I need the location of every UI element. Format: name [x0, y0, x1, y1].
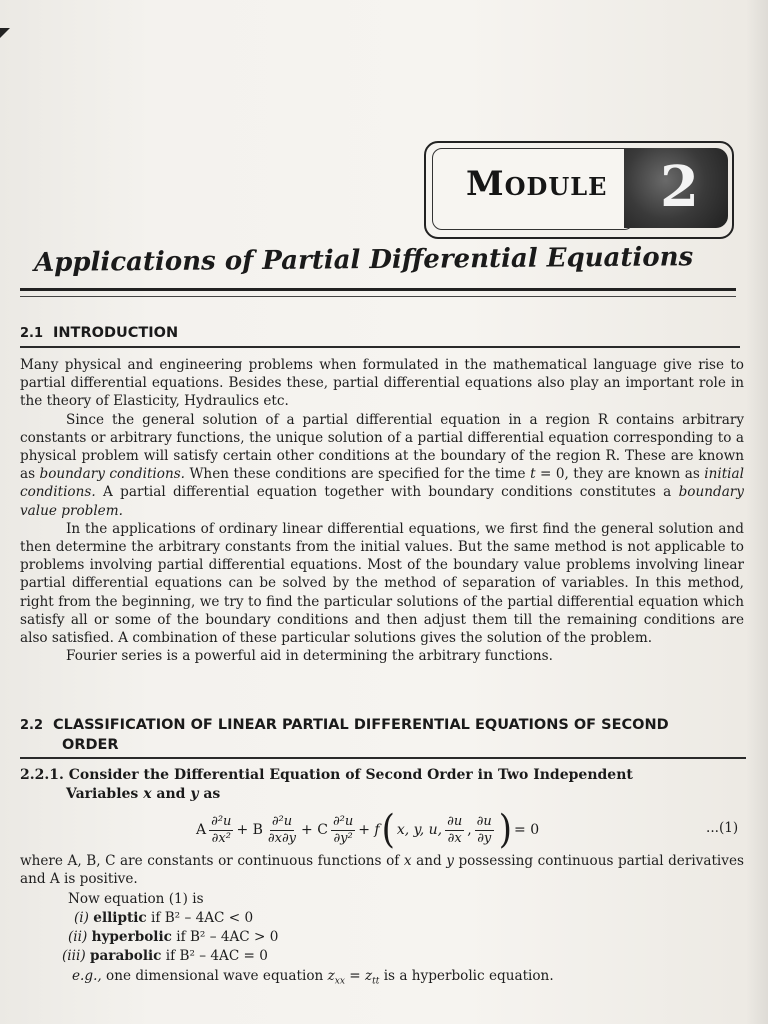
module-number: 2 — [660, 154, 699, 220]
term-initial-conditions: initial conditions. — [20, 466, 744, 501]
module-label: Module — [466, 164, 608, 204]
section-title-line-1: CLASSIFICATION OF LINEAR PARTIAL DIFFERENTIAL EQUATIONS OF SECOND — [53, 717, 669, 733]
paren-open: ( — [381, 807, 395, 853]
corner-mark — [0, 28, 10, 38]
fraction-du-dx — [445, 814, 464, 847]
equals-sign: = — [344, 968, 365, 984]
var-z: z — [327, 968, 335, 984]
page-edge-shadow — [746, 0, 768, 1024]
list-item-hyperbolic — [68, 929, 278, 945]
fraction-d2u-dx2 — [209, 814, 233, 847]
section-number: 2.2 — [20, 718, 44, 733]
var-z: z — [364, 968, 373, 984]
comma: , — [467, 822, 472, 838]
section-heading-introduction — [20, 325, 178, 341]
example-line — [72, 968, 554, 987]
chapter-title: Applications of Partial Differential Equations — [33, 242, 694, 278]
list-condition: if B² – 4AC > 0 — [171, 929, 279, 945]
section-title: INTRODUCTION — [53, 325, 179, 341]
numerator: ∂²u — [332, 813, 354, 829]
subscript-tt: tt — [372, 976, 380, 987]
list-kind: elliptic — [93, 910, 147, 926]
denominator: ∂x — [447, 830, 462, 846]
list-item-parabolic — [62, 948, 268, 964]
subsection-heading — [20, 766, 752, 804]
function-args: x, y, u, — [396, 822, 443, 838]
var-y: y — [190, 786, 199, 802]
intro-paragraph-3: In the applications of ordinary linear differential equations, we first find the general solution and then determine the arbitrary constants from the initial values. But the same method is not applicable to problems involving partial differential equations. Most of the boundary value problems involving linear partial differential equations can be solved by the method of separation of variables. In this method, right from the beginning, we try to find the particular solutions of the partial differential equation which satisfy all or some of the boundary conditions and then adjust them till the remaining conditions are also satisfied. A combination of these particular solutions gives the solution of the problem. — [20, 520, 744, 647]
list-condition: if B² – 4AC = 0 — [161, 948, 268, 964]
eg-label: e.g., — [72, 968, 102, 984]
var-x: x — [143, 786, 152, 802]
list-number: (iii) — [62, 948, 86, 964]
subsection-heading-line-1: 2.2.1. Consider the Differential Equation of Second Order in Two Independent — [20, 767, 633, 783]
var-y: y — [446, 853, 454, 869]
coef-a: A — [196, 822, 207, 838]
var-x: x — [403, 853, 412, 869]
text-span: one dimensional wave equation — [101, 968, 328, 984]
text-span: A partial differential equation together with boundary conditions constitutes a — [95, 484, 679, 501]
numerator: ∂²u — [211, 813, 232, 829]
text-span: as — [198, 786, 221, 802]
equation-label: ...(1) — [706, 820, 739, 836]
list-condition: if B² – 4AC < 0 — [146, 910, 254, 926]
denominator: ∂x² — [211, 830, 231, 846]
subscript-xx: xx — [334, 976, 345, 987]
var-t: t — [530, 466, 536, 483]
fraction-d2u-dy2 — [331, 814, 355, 847]
numerator: ∂²u — [271, 813, 293, 829]
intro-paragraph-4: Fourier series is a powerful aid in determining the arbitrary functions. — [66, 648, 553, 665]
list-number: (i) — [74, 910, 89, 926]
text-span: where A, B, C are constants or continuous functions of — [20, 853, 404, 869]
list-item-elliptic — [74, 910, 253, 926]
numerator: ∂u — [447, 813, 463, 829]
section-rule — [20, 346, 740, 348]
paren-close: ) — [498, 807, 513, 853]
denominator: ∂y² — [333, 830, 353, 846]
where-paragraph — [20, 852, 744, 888]
intro-paragraph-2 — [20, 411, 744, 520]
text-span: is a hyperbolic equation. — [379, 968, 554, 984]
text-span: Since the general solution of a partial differential equation in a region R contains arbitrary constants or arbitrary functions, the unique solution of a partial differential equation corresponding to a physical problem will satisfy certain other conditions at the boundary of the region R. These are known as — [20, 411, 744, 483]
coef-b: + B — [236, 822, 263, 838]
denominator: ∂x∂y — [267, 830, 297, 846]
title-rule — [20, 288, 736, 291]
now-equation-line: Now equation (1) is — [68, 891, 204, 907]
equation-1 — [196, 808, 539, 852]
list-kind: hyperbolic — [91, 929, 172, 945]
text-span: When these conditions are specified for the time — [185, 466, 531, 483]
text-span: and — [151, 786, 191, 802]
text-span: possessing continuous partial derivatives and A is positive. — [20, 853, 744, 888]
text-span: = 0, they are known as — [535, 466, 705, 483]
text-span: and — [411, 853, 447, 869]
intro-paragraph-1: Many physical and engineering problems when formulated in the mathematical language give rise to partial differential equations. Besides these, partial differential equations also play an important role in the theory of Elasticity, Hydraulics etc. — [20, 357, 744, 410]
term-boundary-conditions: boundary conditions. — [39, 466, 186, 483]
text-span: Variables — [66, 786, 144, 802]
equals-zero: = 0 — [514, 822, 540, 838]
section-heading-classification — [20, 717, 669, 733]
denominator: ∂y — [477, 830, 492, 846]
section-title-line-2: ORDER — [62, 737, 119, 753]
title-rule-thin — [20, 296, 736, 297]
term-boundary-value-problem: boundary value problem. — [20, 484, 744, 519]
numerator: ∂u — [476, 813, 492, 829]
section-rule — [20, 757, 746, 759]
introduction-body — [20, 356, 744, 665]
section-number: 2.1 — [20, 326, 44, 341]
coef-c: + C — [301, 822, 328, 838]
list-kind: parabolic — [89, 948, 162, 964]
fraction-d2u-dxdy — [266, 814, 298, 847]
function-f: + f — [358, 822, 380, 838]
after-equation-text — [20, 852, 744, 888]
fraction-du-dy — [475, 814, 494, 847]
subsection-heading-line-2 — [20, 785, 752, 804]
list-number: (ii) — [68, 929, 88, 945]
